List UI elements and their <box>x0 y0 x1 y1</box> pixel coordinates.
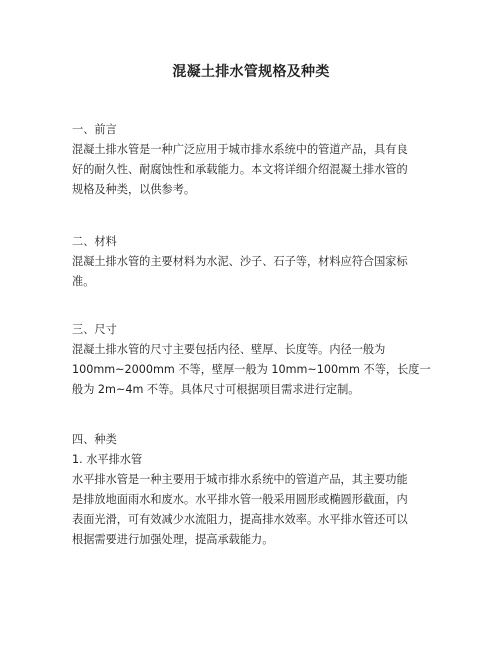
section-heading: 三、尺寸 <box>72 323 117 336</box>
paragraph-line: 般为 2m~4m 不等。具体尺寸可根据项目需求进行定制。 <box>72 383 360 396</box>
section-paragraph <box>72 340 434 400</box>
paragraph-line: 混凝土排水管的主要材料为水泥、沙子、石子等，材料应符合国家标 <box>72 255 408 268</box>
paragraph-line: 根据需要进行加强处理，提高承载能力。 <box>72 533 274 546</box>
section-paragraph <box>72 252 434 292</box>
section-types <box>72 430 434 550</box>
paragraph-line: 好的耐久性、耐腐蚀性和承载能力。本文将详细介绍混凝土排水管的 <box>72 163 408 176</box>
paragraph-line: 表面光滑，可有效减少水流阻力，提高排水效率。水平排水管还可以 <box>72 513 408 526</box>
subsection-heading: 1. 水平排水管 <box>72 453 143 466</box>
paragraph-line: 是排放地面雨水和废水。水平排水管一般采用圆形或椭圆形截面，内 <box>72 493 408 506</box>
section-heading: 四、种类 <box>72 433 117 446</box>
section-dimensions <box>72 320 434 400</box>
paragraph-line: 混凝土排水管是一种广泛应用于城市排水系统中的管道产品，具有良 <box>72 143 408 156</box>
section-heading: 二、材料 <box>72 235 117 248</box>
section-preface <box>72 120 434 200</box>
paragraph-line: 水平排水管是一种主要用于城市排水系统中的管道产品，其主要功能 <box>72 473 408 486</box>
section-materials <box>72 232 434 292</box>
section-paragraph <box>72 140 434 200</box>
document-title: 混凝土排水管规格及种类 <box>172 64 330 80</box>
paragraph-line: 混凝土排水管的尺寸主要包括内径、壁厚、长度等。内径一般为 <box>72 343 386 356</box>
paragraph-line: 100mm~2000mm 不等，壁厚一般为 10mm~100mm 不等，长度一 <box>72 363 431 376</box>
paragraph-line: 准。 <box>72 275 95 288</box>
section-heading: 一、前言 <box>72 123 117 136</box>
section-paragraph <box>72 470 434 550</box>
paragraph-line: 规格及种类，以供参考。 <box>72 183 196 196</box>
